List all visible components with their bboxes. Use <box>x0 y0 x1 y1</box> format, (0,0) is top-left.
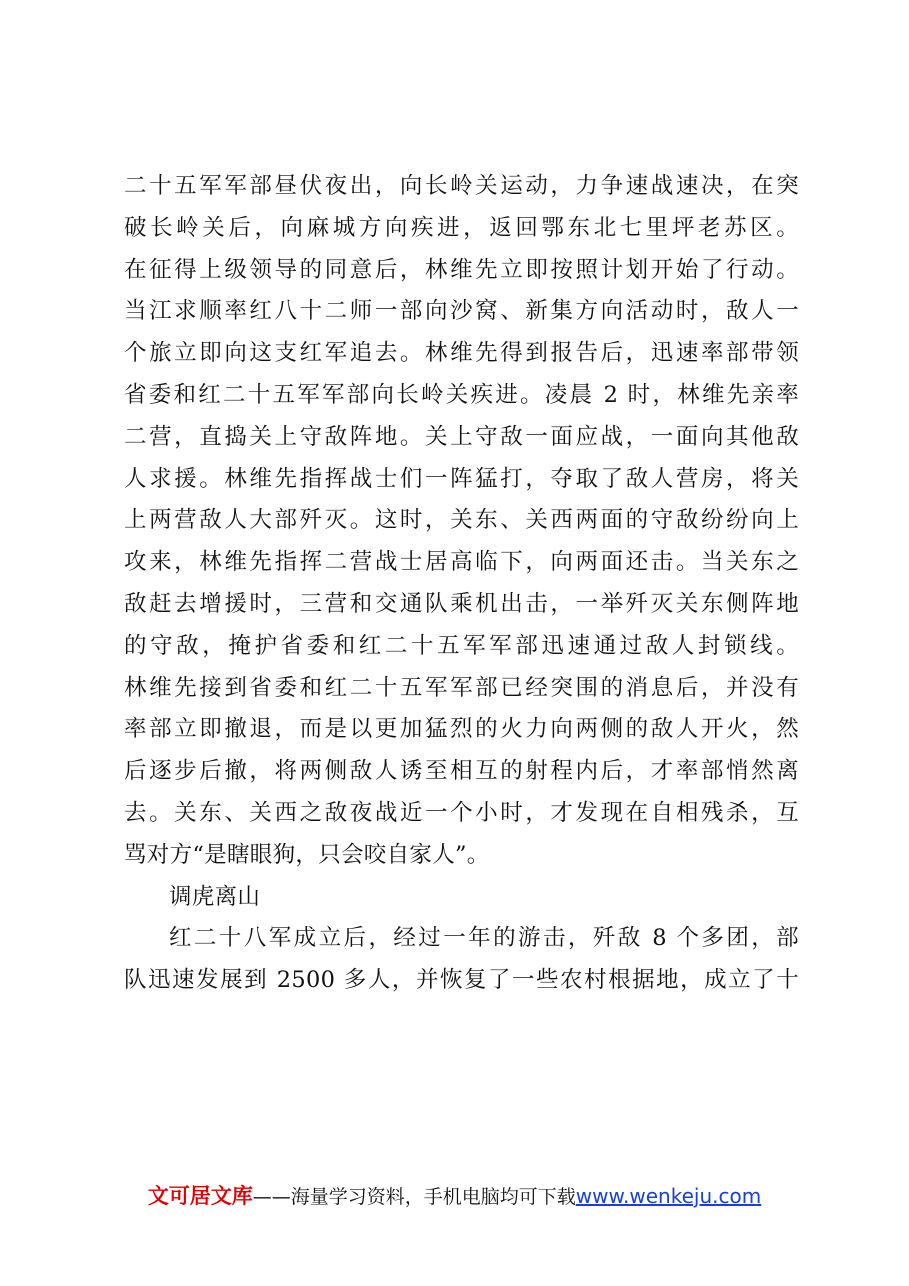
text-line: 当江求顺率红八十二师一部向沙窝、新集方向活动时，敌人一 <box>124 298 799 325</box>
document-body <box>124 166 799 1002</box>
text-line: 红二十八军成立后，经过一年的游击，歼敌 8 个多团，部 <box>169 925 799 952</box>
section-heading: 调虎离山 <box>169 883 261 910</box>
text-line: 队迅速发展到 2500 多人，并恢复了一些农村根据地，成立了十 <box>124 967 799 994</box>
text-line: 敌赶去增援时，三营和交通队乘机出击，一举歼灭关东侧阵地 <box>124 590 799 617</box>
footer-website-link[interactable]: www.wenkeju.com <box>575 1184 762 1208</box>
footer-brand: 文可居文库 <box>147 1184 253 1208</box>
text-line: 省委和红二十五军军部向长岭关疾进。凌晨 2 时，林维先亲率 <box>124 381 799 408</box>
footer-banner <box>0 1180 909 1210</box>
text-line: 在征得上级领导的同意后，林维先立即按照计划开始了行动。 <box>124 256 799 283</box>
text-line: 率部立即撤退，而是以更加猛烈的火力向两侧的敌人开火，然 <box>124 716 799 743</box>
footer-tagline: ——海量学习资料，手机电脑均可下载 <box>252 1186 576 1208</box>
text-line: 去。关东、关西之敌夜战近一个小时，才发现在自相残杀，互 <box>124 799 799 826</box>
text-line: 后逐步后撤，将两侧敌人诱至相互的射程内后，才率部悄然离 <box>124 758 799 785</box>
text-line: 破长岭关后，向麻城方向疾进，返回鄂东北七里坪老苏区。 <box>124 214 799 241</box>
text-line: 林维先接到省委和红二十五军军部已经突围的消息后，并没有 <box>124 674 799 701</box>
text-line: 个旅立即向这支红军追去。林维先得到报告后，迅速率部带领 <box>124 340 799 367</box>
text-line: 二营，直捣关上守敌阵地。关上守敌一面应战，一面向其他敌 <box>124 423 799 450</box>
text-line: 的守敌，掩护省委和红二十五军军部迅速通过敌人封锁线。 <box>124 632 799 659</box>
text-line: 骂对方“是瞎眼狗，只会咬自家人”。 <box>124 841 490 868</box>
text-line: 上两营敌人大部歼灭。这时，关东、关西两面的守敌纷纷向上 <box>124 507 799 534</box>
text-line: 二十五军军部昼伏夜出，向长岭关运动，力争速战速决，在突 <box>124 173 799 199</box>
text-line: 攻来，林维先指挥二营战士居高临下，向两面还击。当关东之 <box>124 549 799 576</box>
text-line: 人求援。林维先指挥战士们一阵猛打，夺取了敌人营房，将关 <box>124 465 799 492</box>
